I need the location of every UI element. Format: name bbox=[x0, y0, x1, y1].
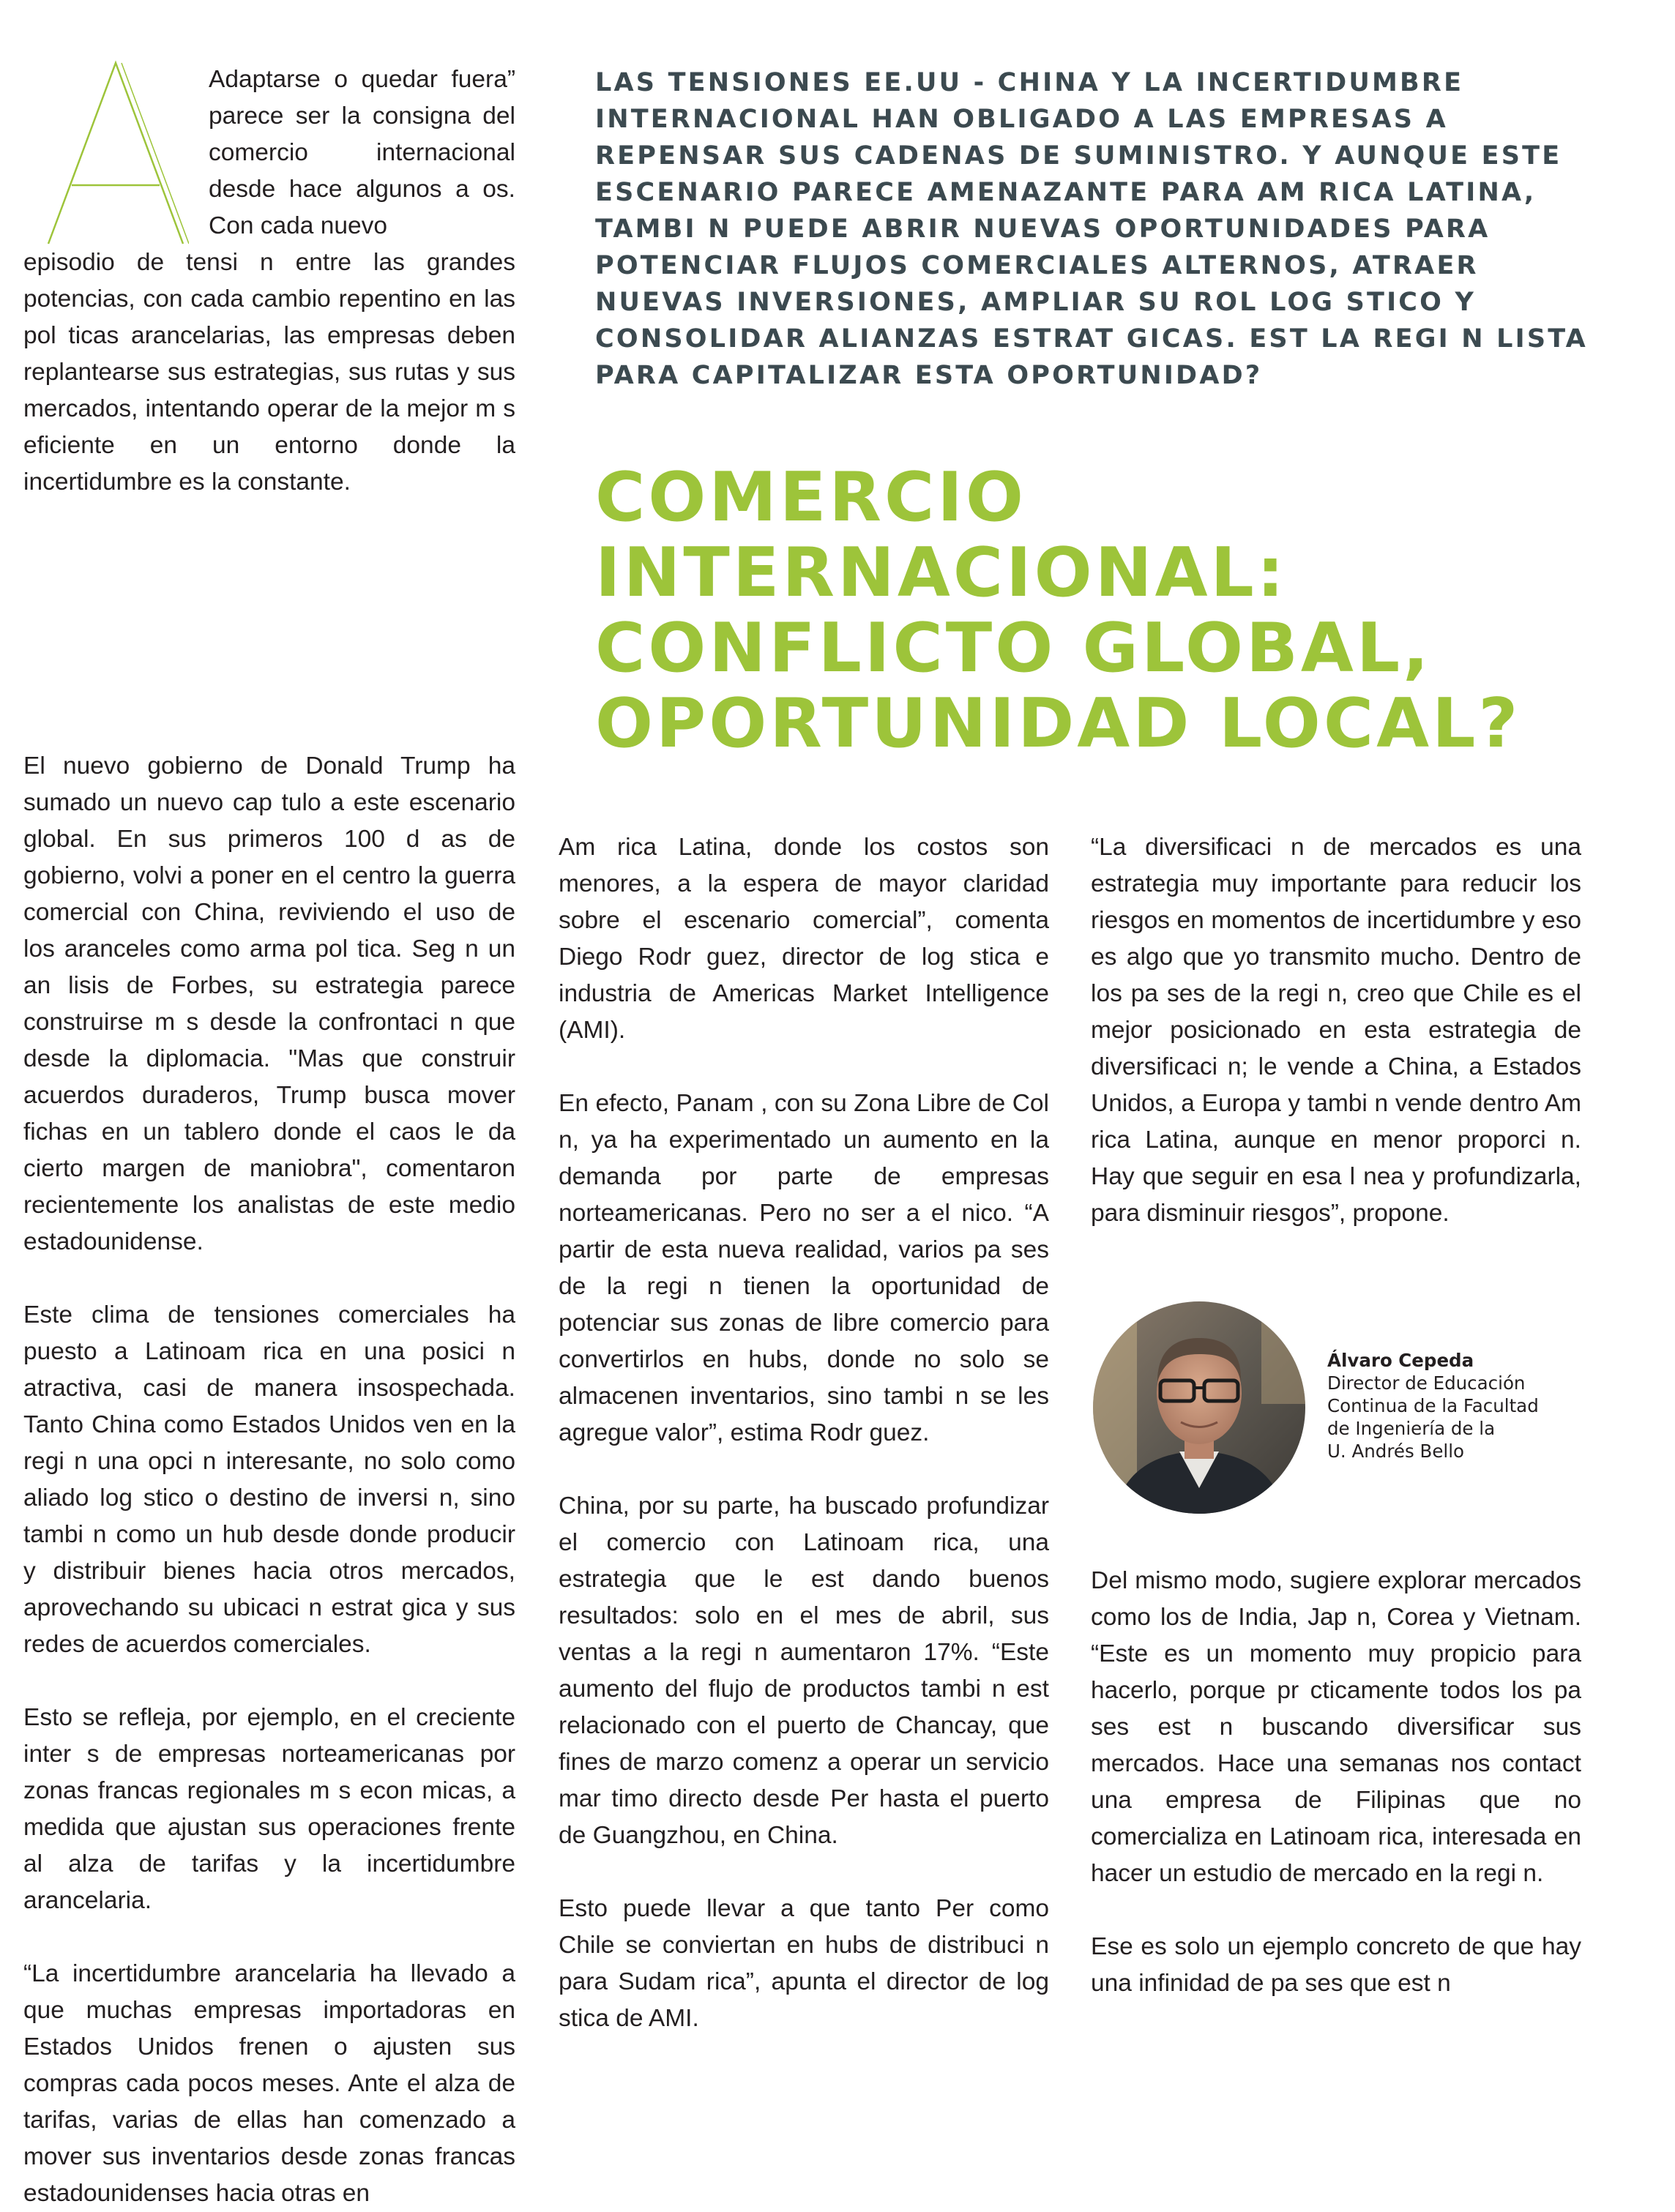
intro-paragraph-start: Adaptarse o quedar fuera” parece ser la consigna del comercio internacional desde hace algunos a os. Con cada nuevo bbox=[209, 66, 515, 239]
body-column-2 bbox=[559, 829, 1049, 2037]
paragraph: Esto se refleja, por ejemplo, en el creciente inter s de empresas norteamericanas por zonas francas regionales m s econ micas, a medida que ajustan sus operaciones frente al alza de tarifas y la incertidumbre arancelaria. bbox=[23, 1704, 515, 1914]
paragraph: China, por su parte, ha buscado profundizar el comercio con Latinoam rica, una estrategia que le est dando buenos resultados: solo en el mes de abril, sus ventas a la regi n aumentaron 17%. “Este aumento del flujo de productos tambi n est relacionado con el puerto de Chancay, que fines de marzo comenz a operar un servicio mar timo directo desde Per hasta el puerto de Guangzhou, en China. bbox=[559, 1492, 1049, 1849]
quote-paragraph: “La diversificaci n de mercados es una estrategia muy importante para reducir los riesgos en momentos de incertidumbre y eso es algo que yo transmito mucho. Dentro de los pa ses de la regi n, creo que Chile es el mejor posicionado en esta estrategia de diversificaci n; le vende a China, a Estados Unidos, a Europa y tambi n vende dentro Am rica Latina, aunque en menor proporci n. Hay que seguir en esa l nea y profundizarla, para disminuir riesgos”, propone. bbox=[1091, 834, 1581, 1227]
paragraph: El nuevo gobierno de Donald Trump ha sumado un nuevo cap tulo a este escenario global. En sus primeros 100 d as de gobierno, volvi a poner en el centro la guerra comercial con China, reviviendo el uso de los aranceles como arma pol tica. Seg n un an lisis de Forbes, su estrategia parece construirse m s desde la confrontaci n que desde la diplomacia. "Mas que construir acuerdos duraderos, Trump busca mover fichas en un tablero donde el caos le da cierto margen de maniobra", comentaron recientemente los analistas de este medio estadounidense. bbox=[23, 752, 515, 1255]
intro-paragraph-rest: episodio de tensi n entre las grandes potencias, con cada cambio repentino en las pol ticas arancelarias, las empresas deben replantearse sus estrategias, sus rutas y sus mercados, intentando operar de la mejor m s eficiente en un entorno donde la incertidumbre es la constante. bbox=[23, 249, 515, 496]
body-column-1 bbox=[23, 748, 515, 2212]
paragraph: Del mismo modo, sugiere explorar mercados como los de India, Jap n, Corea y Vietnam. “Este es un momento muy propicio para hacerlo, porque pr cticamente todos los pa ses est n buscando diversificar sus mercados. Hace una semanas nos contact una empresa de Filipinas que no comercializa en Latinoam rica, interesada en hacer un estudio de mercado en la regi n. bbox=[1091, 1567, 1581, 1887]
headline-line-4: OPORTUNIDAD LOCAL? bbox=[595, 684, 1521, 763]
paragraph: Am rica Latina, donde los costos son menores, a la espera de mayor claridad sobre el escenario comercial”, comenta Diego Rodr guez, director de log stica e industria de Americas Market Intelligence (AMI). bbox=[559, 834, 1049, 1044]
dropcap-letter-a bbox=[42, 57, 189, 247]
caption-role-line: Continua de la Facultad bbox=[1327, 1395, 1539, 1416]
paragraph: Esto puede llevar a que tanto Per como Chile se conviertan en hubs de distribuci n para Sudam rica”, apunta el director de log stica de AMI. bbox=[559, 1895, 1049, 2032]
headline-line-3: CONFLICTO GLOBAL, bbox=[595, 608, 1432, 687]
portrait-photo bbox=[1093, 1301, 1305, 1514]
body-column-3-top bbox=[1091, 829, 1581, 1232]
headline-line-2: INTERNACIONAL: bbox=[595, 533, 1287, 612]
article-headline bbox=[595, 457, 1649, 763]
caption-role-line: Director de Educación bbox=[1327, 1372, 1526, 1394]
caption-name: Álvaro Cepeda bbox=[1327, 1350, 1474, 1371]
lead-paragraph: LAS TENSIONES EE.UU - CHINA Y LA INCERTIDUMBRE INTERNACIONAL HAN OBLIGADO A LAS EMPRESAS A REPENSAR SUS CADENAS DE SUMINISTRO. Y AUNQUE ESTE ESCENARIO PARECE AMENAZANTE PARA AM RICA LATINA, TAMBI N PUEDE ABRIR NUEVAS OPORTUNIDADES PARA POTENCIAR FLUJOS COMERCIALES ALTERNOS, ATRAER NUEVAS INVERSIONES, AMPLIAR SU ROL LOG STICO Y CONSOLIDAR ALIANZAS ESTRAT GICAS. EST LA REGI N LISTA PARA CAPITALIZAR ESTA OPORTUNIDAD? bbox=[595, 68, 1588, 390]
paragraph: En efecto, Panam , con su Zona Libre de Col n, ya ha experimentado un aumento en la demanda por parte de empresas norteamericanas. Pero no ser a el nico. “A partir de esta nueva realidad, varios pa ses de la regi n tienen la oportunidad de potenciar sus zonas de libre comercio para convertirlos en hubs, donde no solo se almacenen inventarios, sino tambi n se les agregue valor”, estima Rodr guez. bbox=[559, 1090, 1049, 1446]
caption-role-line: U. Andrés Bello bbox=[1327, 1441, 1464, 1462]
portrait-caption bbox=[1327, 1349, 1569, 1462]
paragraph: “La incertidumbre arancelaria ha llevado a que muchas empresas importadoras en Estados Unidos frenen o ajusten sus compras cada pocos meses. Ante el alza de tarifas, varias de ellas han comenzado a mover sus inventarios desde zonas francas estadounidenses hacia otras en bbox=[23, 1960, 515, 2207]
headline-line-1: COMERCIO bbox=[595, 457, 1026, 537]
paragraph: Este clima de tensiones comerciales ha puesto a Latinoam rica en una posici n atractiva, casi de manera insospechada. Tanto China como Estados Unidos ven en la regi n una opci n interesante, no solo como aliado log stico o destino de inversi n, sino tambi n como un hub desde donde producir y distribuir bienes hacia otros mercados, aprovechando su ubicaci n estrat gica y sus redes de acuerdos comerciales. bbox=[23, 1301, 515, 1658]
caption-role-line: de Ingeniería de la bbox=[1327, 1418, 1496, 1439]
body-column-3-bottom bbox=[1091, 1563, 1581, 2002]
paragraph: Ese es solo un ejemplo concreto de que hay una infinidad de pa ses que est n bbox=[1091, 1933, 1581, 1997]
